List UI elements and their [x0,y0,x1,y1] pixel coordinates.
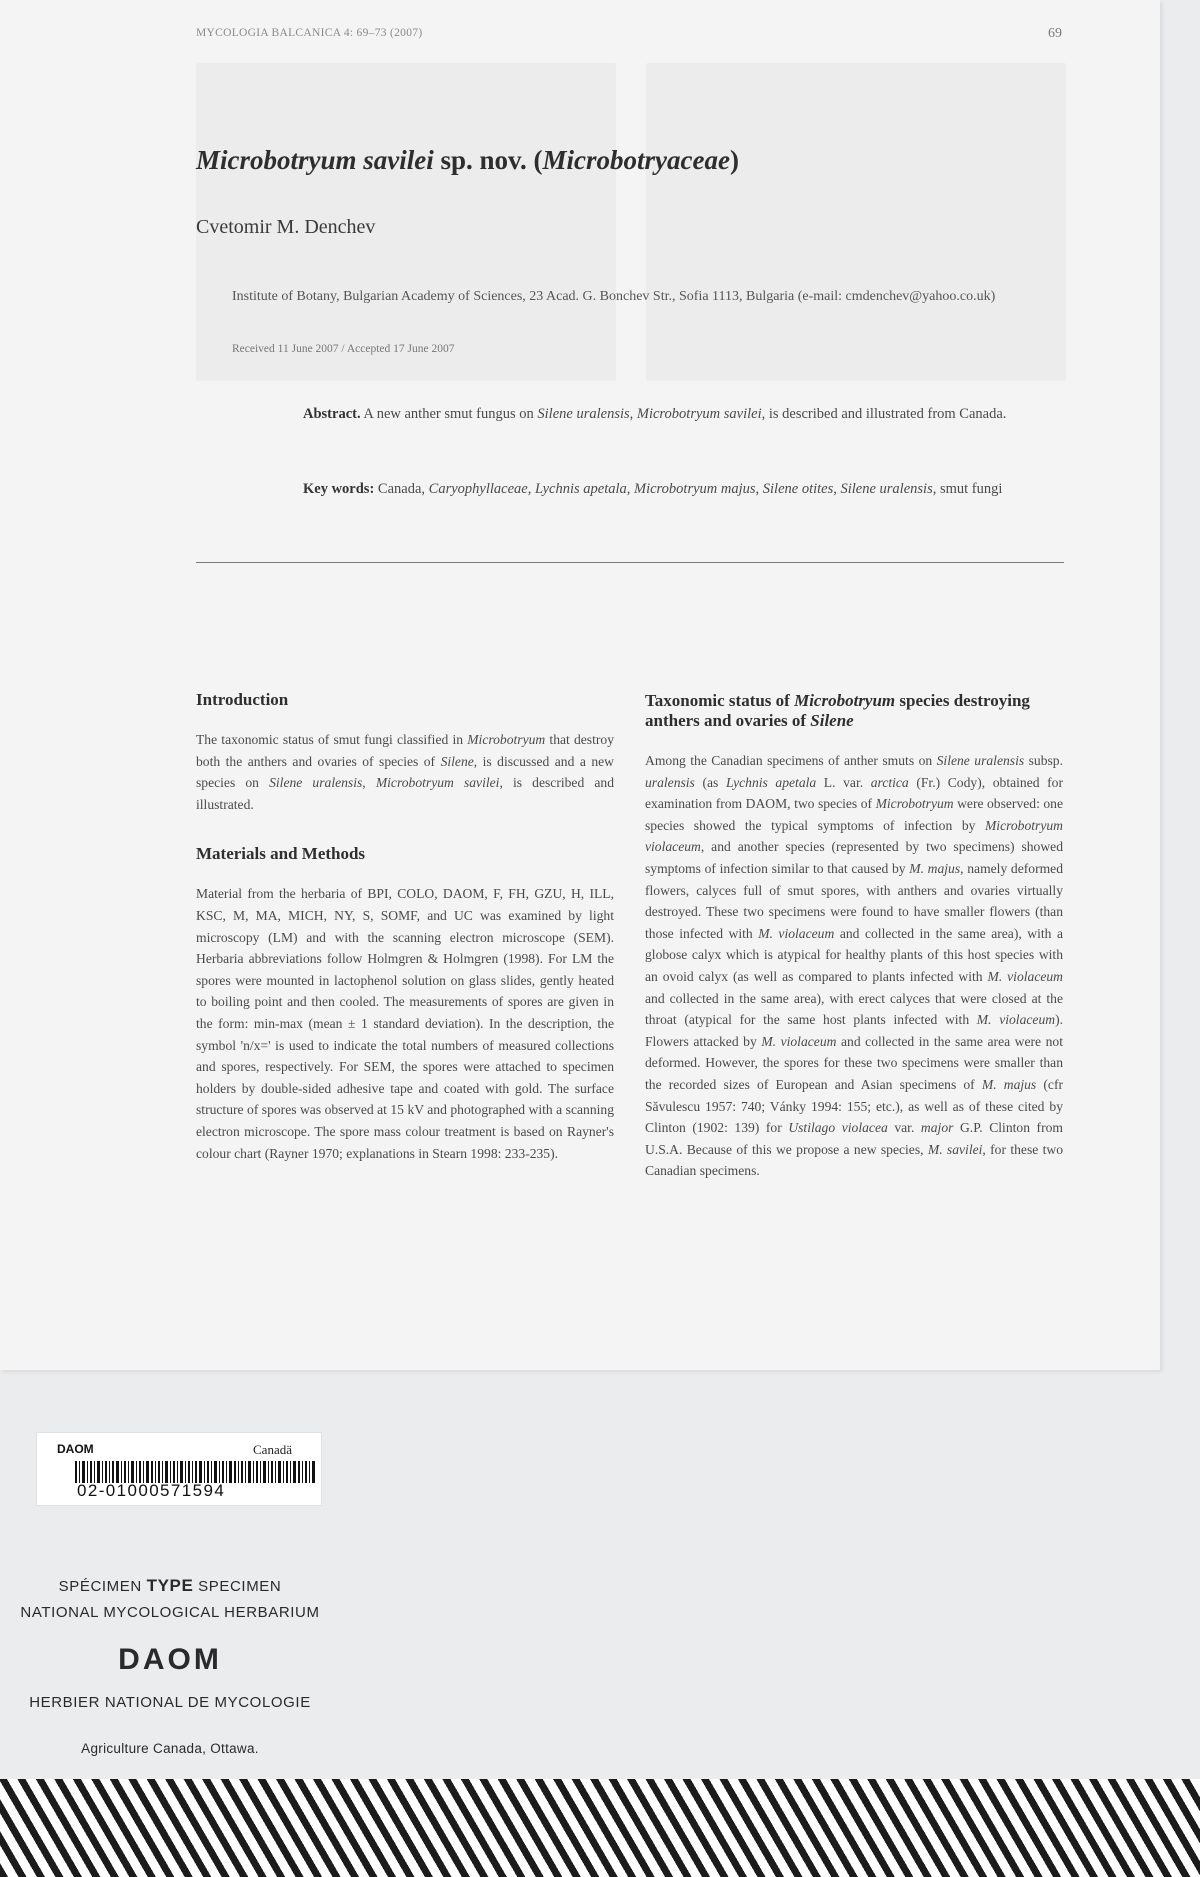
author-affiliation: Institute of Botany, Bulgarian Academy of Sciences, 23 Acad. G. Bonchev Str., Sofia 1113, Bulgaria (e-mail: cmdenchev@yahoo.co.uk) [232,289,996,304]
page-number: 69 [1048,26,1062,41]
herbarium-acronym: DAOM [118,1643,222,1676]
left-column [196,689,614,1164]
herbarium-name-en: NATIONAL MYCOLOGICAL HERBARIUM [20,1604,320,1621]
author-name: Cvetomir M. Denchev [196,216,376,238]
introduction-text: The taxonomic status of smut fungi classified in Microbotryum that destroy both the anthers and ovaries of species of Silene, is discussed and a new species on Silene uralensis, Microbotryum savilei, is described and illustrated. [196,732,614,812]
canada-wordmark: Canadä [253,1442,292,1457]
barcode-herbarium-code: DAOM [57,1442,94,1456]
keywords: Key words: Canada, Caryophyllaceae, Lychnis apetala, Microbotryum majus, Silene otites, Silene uralensis, smut fungi [303,481,1003,497]
barcode-number: 02-01000571594 [77,1481,226,1500]
type-specimen-stamp: SPÉCIMEN TYPE SPECIMEN [58,1576,282,1595]
keywords-label: Key words: [303,481,375,497]
received-accepted-dates: Received 11 June 2007 / Accepted 17 June 2007 [232,343,455,355]
taxonomic-status-text: Among the Canadian specimens of anther smuts on Silene uralensis subsp. uralensis (as Lychnis apetala L. var. arctica (Fr.) Cody), obtained for examination from DAOM, two species of Microbotryum were observed: one species showed the typical symptoms of infection by Microbotryum violaceum, and another species (represented by two specimens) showed symptoms of infection similar to that caused by M. majus, namely deformed flowers, calyces full of smut spores, with anthers and ovaries virtually destroyed. These two specimens were found to have smaller flowers (than those infected with M. violaceum and collected in the same area), with a globose calyx which is atypical for healthy plants of this host species with an ovoid calyx (as well as compared to plants infected with M. violaceum and collected in the same area), with erect calyces that were closed at the throat (atypical for the same host plants infected with M. violaceum). Flowers attacked by M. violaceum and collected in the same area were not deformed. However, the spores for these two specimens were smaller than the recorded sizes of European and Asian specimens of M. majus (cfr Săvulescu 1957: 740; Vánky 1994: 155; etc.), as well as of these cited by Clinton (1902: 139) for Ustilago violacea var. major G.P. Clinton from U.S.A. Because of this we propose a new species, M. savilei, for these two Canadian specimens. [645,753,1064,1179]
taxonomic-status-heading: Taxonomic status of Microbotryum species destroying anthers and ovaries of Silene [645,691,1030,730]
article-title: Microbotryum savilei sp. nov. (Microbotryaceae) [196,145,739,175]
institution-line: Agriculture Canada, Ottawa. [81,1741,259,1756]
materials-methods-heading: Materials and Methods [196,844,366,864]
materials-methods-text: Material from the herbaria of BPI, COLO, DAOM, F, FH, GZU, H, ILL, KSC, M, MA, MICH, NY, S, SOMF, and UC was examined by light microscopy (LM) and with the scanning electron microscope (SEM). Herbaria abbreviations follow Holmgren & Holmgren (1998). For LM the spores were mounted in lactophenol solution on glass slides, gently heated to boiling point and then cooled. The measurements of spores are given in the form: min-max (mean ± 1 standard deviation). In the description, the symbol 'n/x=' is used to indicate the total numbers of measured collections and spores, respectively. For SEM, the spores were attached to specimen holders by double-sided adhesive tape and coated with gold. The surface structure of spores was observed at 15 kV and photographed with a scanning electron microscope. The spore mass colour treatment is based on Rayner's colour chart (Rayner 1970; explanations in Stearn 1998: 233-235). [196,886,614,1161]
right-column [645,691,1063,1182]
barcode-label [36,1432,322,1506]
abstract: Abstract. A new anther smut fungus on Silene uralensis, Microbotryum savilei, is described and illustrated from Canada. [303,406,1007,422]
barcode-bars-icon [75,1461,315,1483]
show-through-block-right [646,63,1066,381]
header-divider [196,562,1064,563]
herbarium-name-fr: HERBIER NATIONAL DE MYCOLOGIE [29,1694,311,1711]
running-head: MYCOLOGIA BALCANICA 4: 69–73 (2007) [196,27,423,39]
abstract-label: Abstract. [303,406,361,422]
introduction-heading: Introduction [196,690,289,709]
type-specimen-border-stripes [0,1779,1200,1877]
